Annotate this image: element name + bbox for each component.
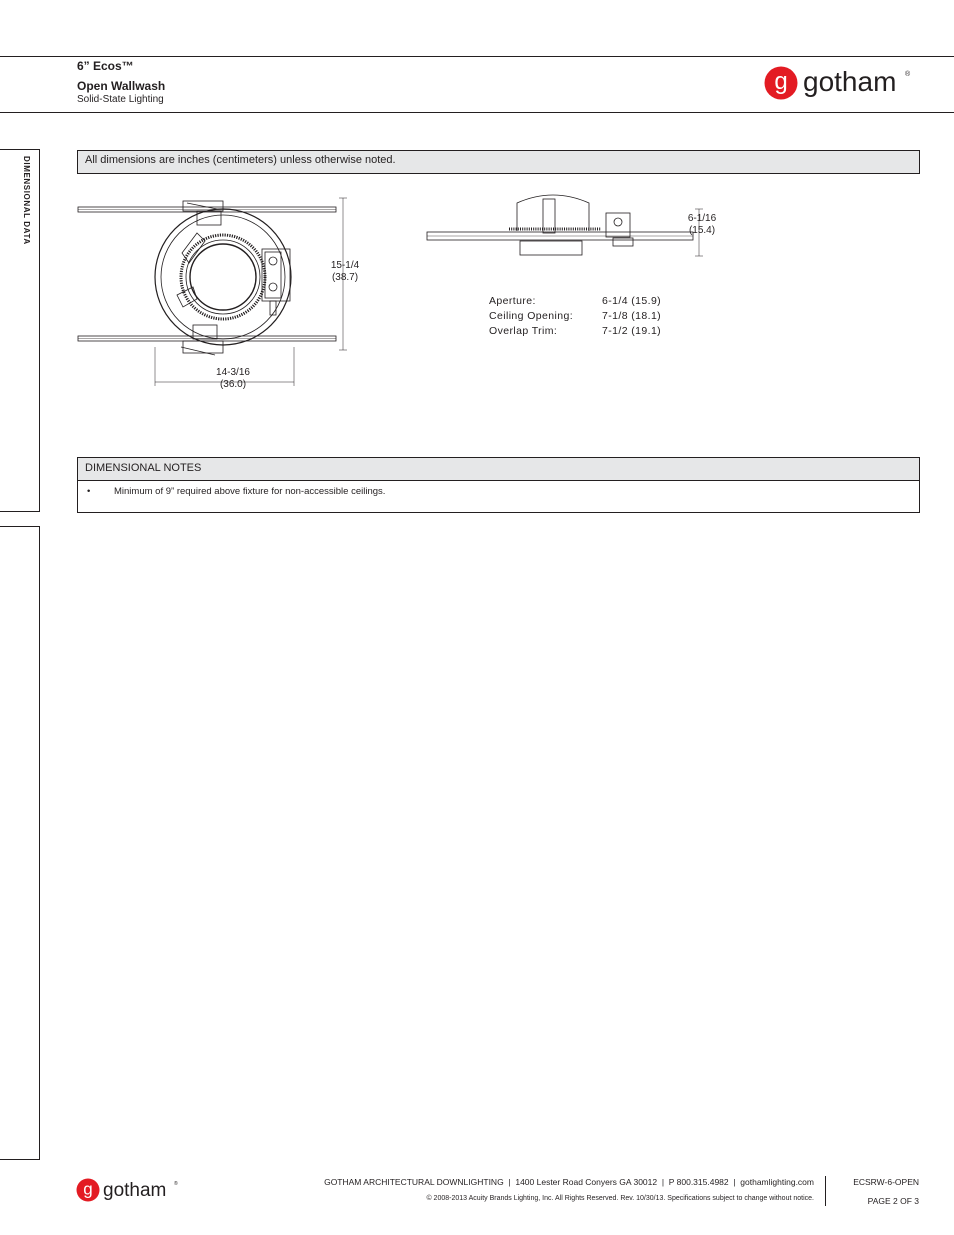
plan-width-dimension: [208, 367, 258, 391]
footer-registered-mark: ®: [174, 1181, 178, 1187]
plan-width-cm: (36.0): [219, 379, 247, 390]
fixture-side-icon: [425, 193, 715, 263]
side-tab-blank[interactable]: [0, 526, 40, 1160]
footer-logo-mark: g: [83, 1179, 93, 1199]
side-height-dimension: [677, 213, 727, 237]
product-name: 6” Ecos™: [77, 59, 134, 73]
footer-company-line: GOTHAM ARCHITECTURAL DOWNLIGHTING | 1400 Lester Road Conyers GA 30012 | P 800.315.4982 | gothamlighting.com: [324, 1177, 814, 1187]
plan-height-dimension: [320, 260, 370, 284]
product-type: Open Wallwash: [77, 79, 166, 93]
gotham-footer-logo-icon: [76, 1177, 186, 1203]
side-height-inches: 6-1/16: [687, 213, 717, 224]
spec-row: [489, 309, 689, 324]
plan-height-cm: (38.7): [331, 272, 359, 283]
notes-heading: DIMENSIONAL NOTES: [78, 458, 919, 481]
top-rule: [0, 56, 954, 57]
logo-mark: g: [774, 68, 788, 95]
spec-row: [489, 294, 689, 309]
spec-table: [489, 294, 689, 339]
footer-divider: [825, 1176, 826, 1206]
footer-copyright: © 2008-2013 Acuity Brands Lighting, Inc. All Rights Reserved. Rev. 10/30/13. Specifications subject to change without notice.: [426, 1195, 814, 1202]
spec-value-aperture: 6-1/4 (15.9): [602, 295, 662, 307]
registered-mark: ®: [905, 71, 911, 78]
footer-doc-code: ECSRW-6-OPEN: [853, 1177, 919, 1187]
plan-view-drawing: [77, 195, 377, 395]
header-bottom-rule: [0, 112, 954, 113]
spec-label-ceiling-opening: Ceiling Opening:: [489, 310, 574, 322]
logo-wordmark: gotham: [803, 66, 897, 97]
dimensional-notes-box: [77, 457, 920, 513]
dimensions-notice: [77, 150, 920, 174]
notice-text: All dimensions are inches (centimeters) unless otherwise noted.: [78, 151, 919, 173]
footer-logo: [76, 1177, 186, 1203]
footer-logo-wordmark: gotham: [103, 1180, 167, 1201]
plan-width-inches: 14-3/16: [216, 367, 250, 378]
gotham-logo-icon: [764, 64, 924, 104]
product-category: Solid-State Lighting: [77, 94, 164, 105]
spec-row: [489, 324, 689, 339]
notes-list: [78, 481, 919, 511]
note-item: Minimum of 9” required above fixture for non-accessible ceilings.: [114, 486, 386, 497]
note-bullet: •: [87, 486, 91, 497]
footer-page-number: PAGE 2 OF 3: [867, 1196, 919, 1206]
side-height-cm: (15.4): [688, 225, 716, 236]
header-logo: [764, 64, 924, 104]
spec-label-aperture: Aperture:: [489, 295, 536, 307]
side-view-drawing: [425, 193, 715, 263]
spec-value-ceiling-opening: 7-1/8 (18.1): [602, 310, 662, 322]
spec-label-overlap-trim: Overlap Trim:: [489, 325, 558, 337]
side-tab-label: DIMENSIONAL DATA: [22, 156, 31, 245]
spec-value-overlap-trim: 7-1/2 (19.1): [602, 325, 662, 337]
fixture-plan-icon: [77, 195, 377, 395]
plan-height-inches: 15-1/4: [330, 260, 360, 271]
